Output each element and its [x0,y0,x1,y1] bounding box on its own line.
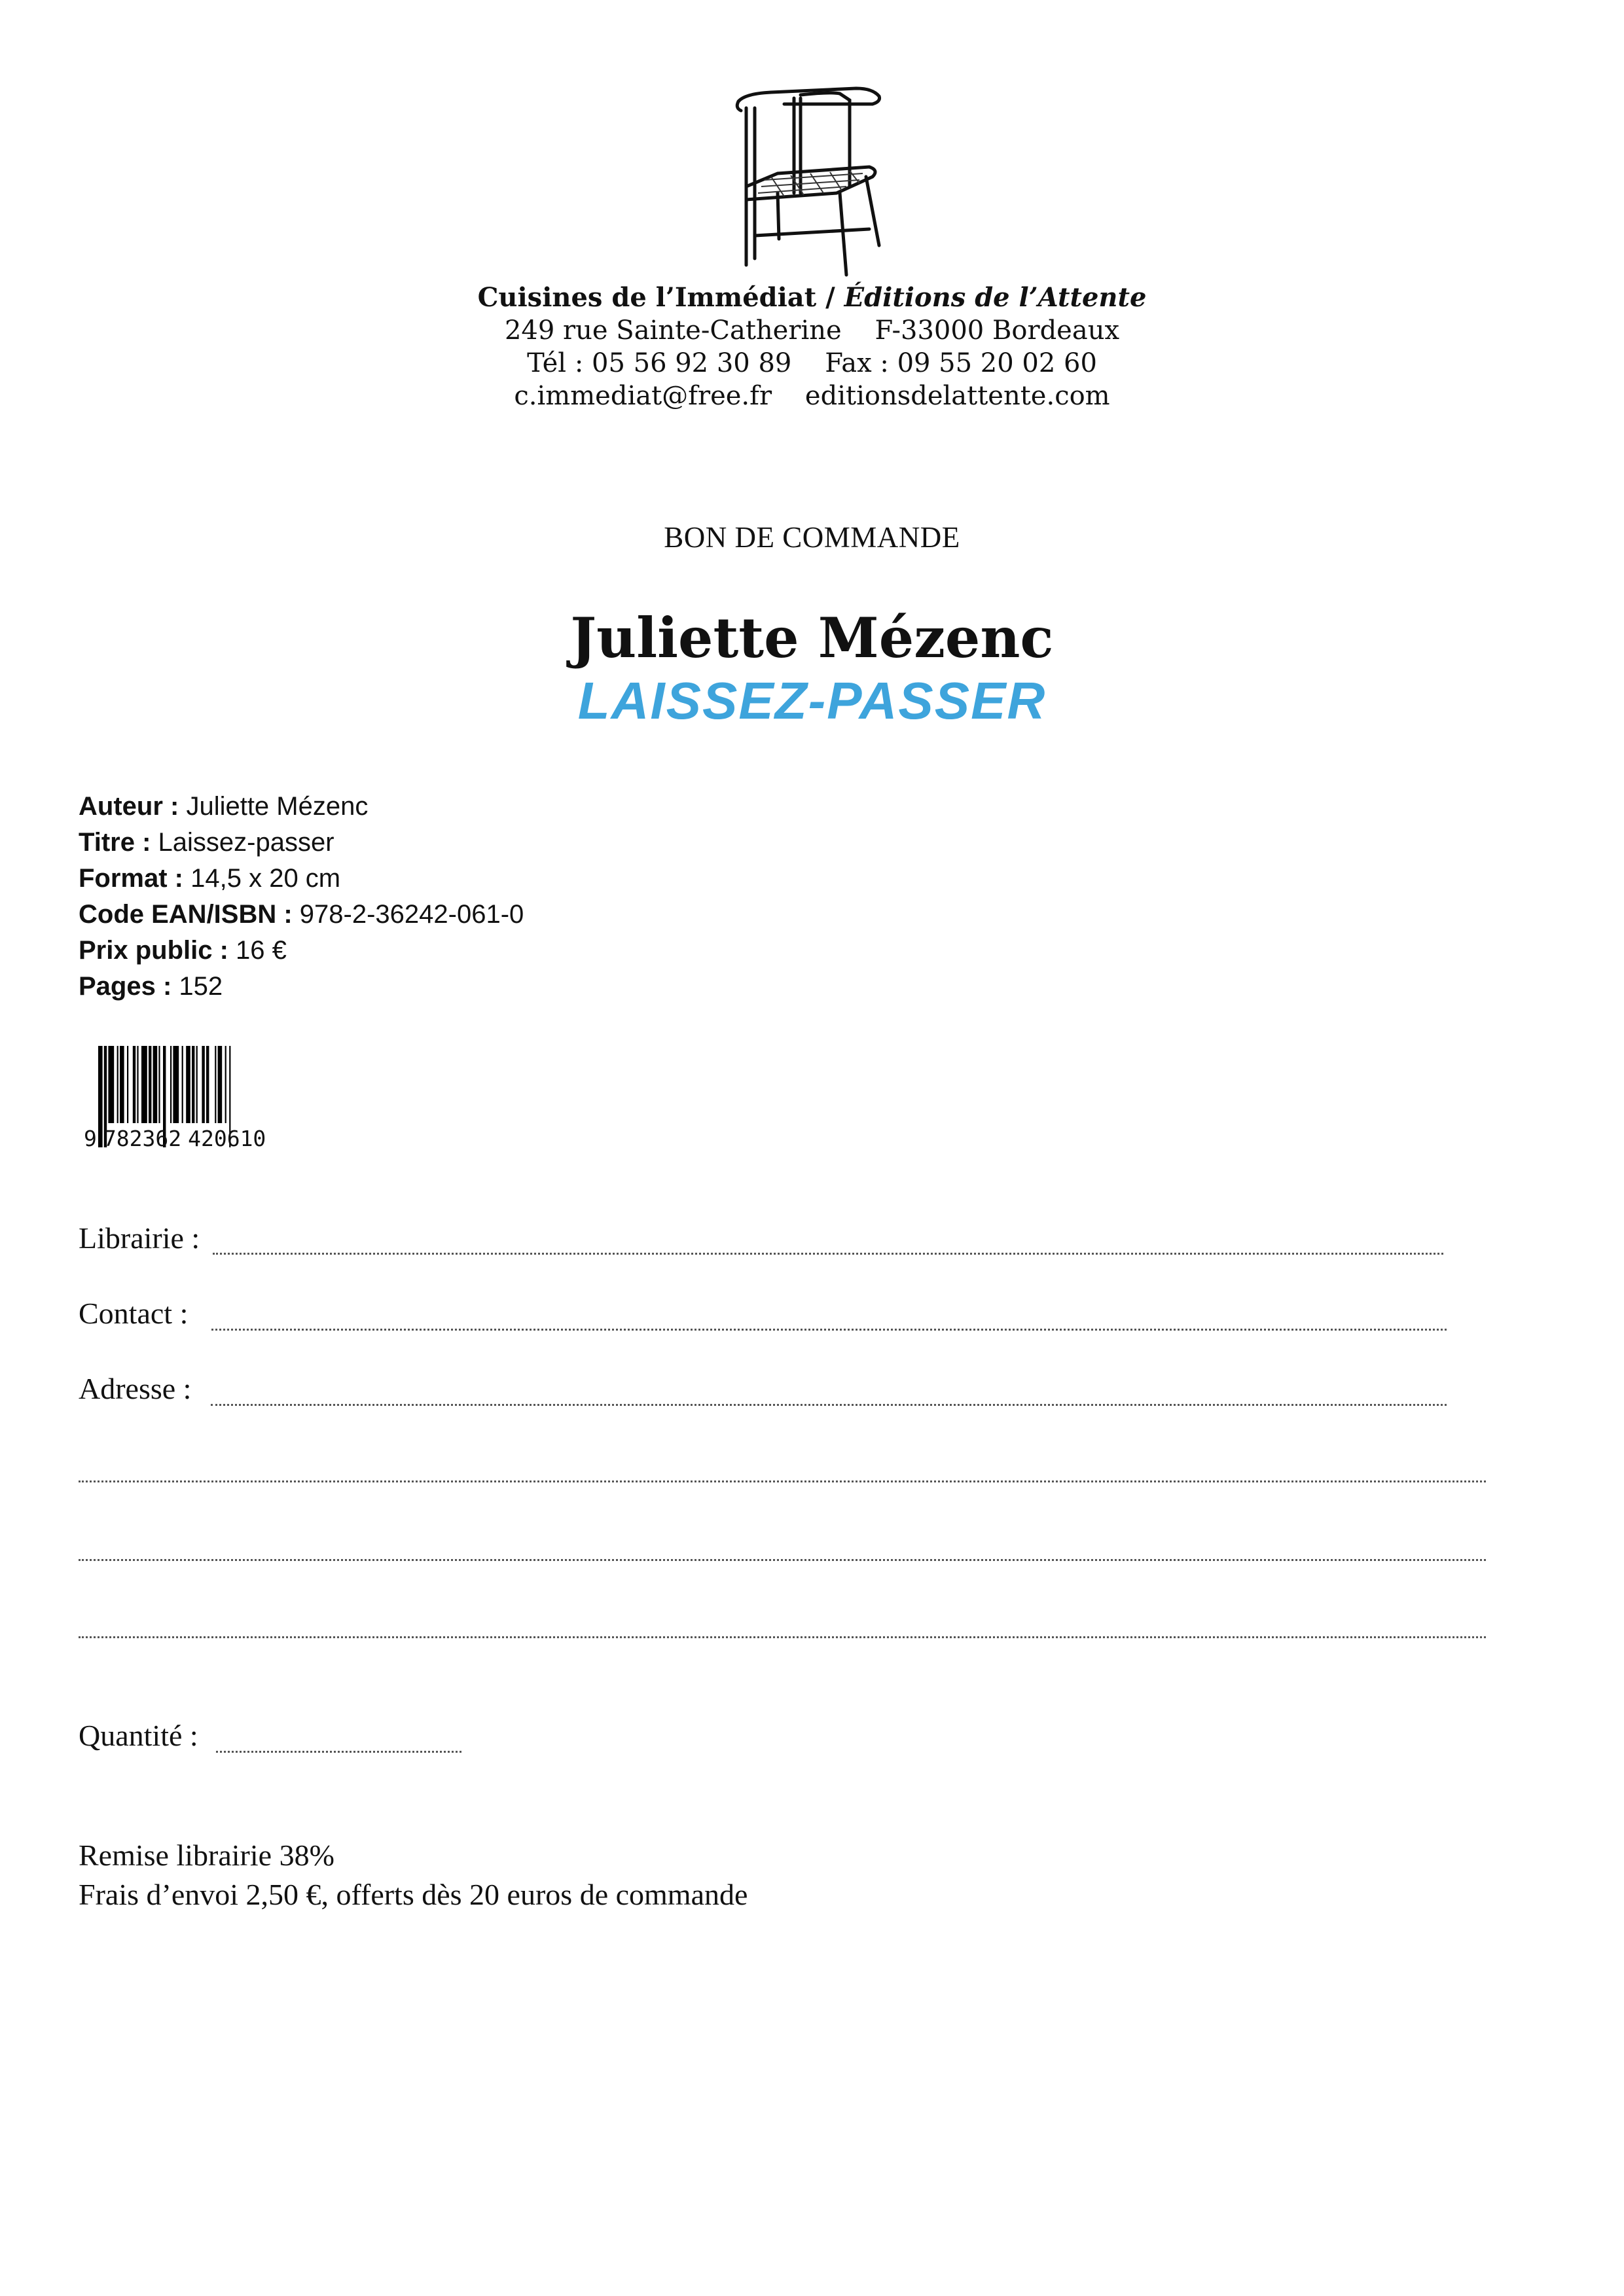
book-info-list [79,789,524,1005]
quantite-label: Quantité : [79,1719,198,1752]
author-heading: Juliette Mézenc [570,605,1054,670]
adresse-field-line-3[interactable] [79,1559,1486,1561]
info-price [79,933,524,969]
barcode-digits [84,1126,272,1151]
publisher-address: 249 rue Sainte-Catherine F-33000 Bordeaux [504,315,1120,346]
barcode-digits-left: 782362 [103,1126,182,1151]
info-pages-label: Pages : [79,972,172,1001]
adresse-label: Adresse : [79,1372,192,1405]
info-pages-value: 152 [171,972,223,1001]
contact-label: Contact : [79,1297,189,1330]
info-title-value: Laissez-passer [151,828,334,857]
quantite-field[interactable] [216,1751,461,1753]
publisher-contact: c.immediat@free.fr editionsdelattente.com [514,381,1110,411]
publisher-phone: Tél : 05 56 92 30 89 Fax : 09 55 20 02 60 [527,348,1097,378]
info-isbn [79,897,524,933]
adresse-field-line-2[interactable] [79,1480,1486,1482]
librairie-label: Librairie : [79,1221,200,1255]
info-title [79,825,524,861]
book-heading: LAISSEZ-PASSER [577,672,1047,730]
barcode-digits-right: 420610 [188,1126,266,1151]
publisher-name [0,281,1624,314]
discount-text: Remise librairie 38% [79,1839,334,1872]
info-title-label: Titre : [79,828,151,857]
info-author-label: Auteur : [79,792,179,821]
info-isbn-value: 978-2-36242-061-0 [292,900,524,929]
info-pages [79,969,524,1005]
info-format [79,861,524,897]
info-format-label: Format : [79,864,183,893]
info-price-value: 16 € [228,936,287,965]
contact-field[interactable] [211,1329,1447,1331]
librairie-field[interactable] [213,1253,1443,1255]
info-author [79,789,524,825]
info-price-label: Prix public : [79,936,228,965]
publisher-name-regular: Cuisines de l’Immédiat / [477,282,844,313]
barcode-digit-first: 9 [84,1126,97,1151]
publisher-name-italic: Éditions de l’Attente [844,282,1147,313]
adresse-field-line-4[interactable] [79,1636,1486,1638]
publisher-info [0,281,1624,412]
info-isbn-label: Code EAN/ISBN : [79,900,293,929]
info-author-value: Juliette Mézenc [179,792,369,821]
chair-logo-icon [732,82,889,278]
info-format-value: 14,5 x 20 cm [183,864,341,893]
footer-terms [79,1836,748,1914]
shipping-text: Frais d’envoi 2,50 €, offerts dès 20 euros de commande [79,1878,748,1911]
adresse-field[interactable] [211,1404,1447,1406]
order-form-title: BON DE COMMANDE [664,521,960,554]
